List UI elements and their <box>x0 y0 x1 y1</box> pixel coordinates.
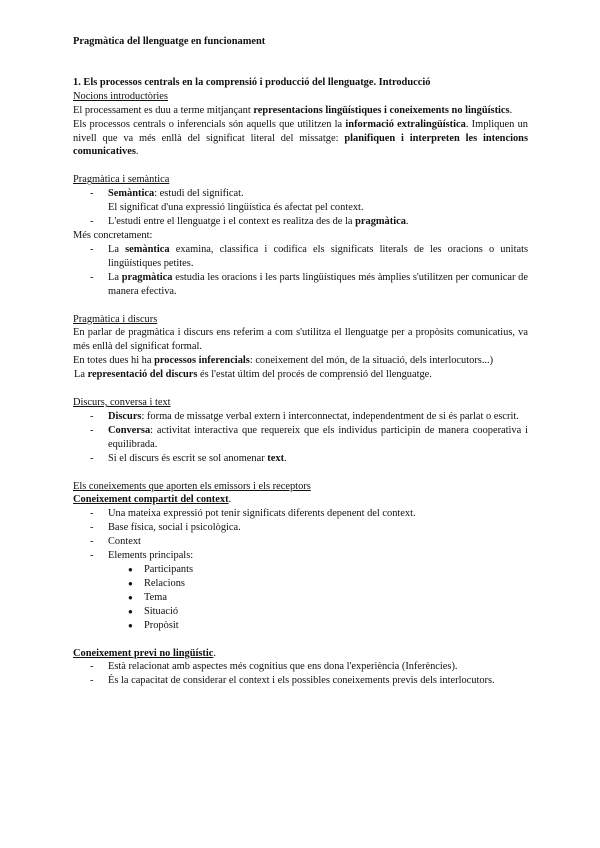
bullet-item: ● Participants <box>73 563 528 577</box>
paragraph: La representació del discurs és l'estat últim del procés de comprensió del llenguatge. <box>74 369 432 381</box>
list-item: - La semàntica examina, classifica i codifica els significats literals de les oracions o unitats lingüístiques petites. <box>73 243 528 271</box>
list-item: - Discurs: forma de missatge verbal extern i interconnectat, independentment de si és parlat o escrit. <box>73 410 528 424</box>
list-item: - Context <box>73 535 528 549</box>
section-2-heading: Pragmàtica i semàntica <box>73 174 170 186</box>
bullet-item: ● Tema <box>73 591 528 605</box>
paragraph: En totes dues hi ha processos inferencials: coneixement del món, de la situació, dels interlocutors...) <box>73 355 494 367</box>
bullet-item: ● Situació <box>73 605 528 619</box>
section-5-subheading-2: Coneixement previ no lingüístic. <box>73 647 216 659</box>
list-item: - Està relacionat amb aspectes més cognitius que ens dona l'experiència (Inferències). <box>73 660 528 674</box>
paragraph: Els processos centrals o inferencials són aquells que utilitzen la informació extralingüística. Impliquen un nivell que va més enllà del significat literal del missatge: planifiquen i interpreten les intencions comunicatives. <box>73 118 528 158</box>
list-item-continuation: El significat d'una expressió lingüística és afectat pel context. <box>108 202 364 214</box>
list-item: - La pragmàtica estudia les oracions i les parts lingüístiques més àmplies s'utilitzen per comunicar de manera efectiva. <box>73 271 528 299</box>
section-1-heading: 1. Els processos centrals en la comprensió i producció del llenguatge. Introducció <box>73 76 431 88</box>
section-5-subheading: Coneixement compartit del context. <box>73 494 232 506</box>
paragraph: El processament es duu a terme mitjançant representacions lingüístiques i coneixements no lingüístics. <box>73 104 513 116</box>
section-3-heading: Pragmàtica i discurs <box>73 313 158 325</box>
list-item: - És la capacitat de considerar el context i els possibles coneixements previs dels interlocutors. <box>73 674 528 688</box>
list-item: - L'estudi entre el llenguatge i el context es realitza des de la pragmàtica. <box>73 215 528 229</box>
section-4-heading: Discurs, conversa i text <box>73 397 171 409</box>
list-item: - Base física, social i psicològica. <box>73 521 528 535</box>
list-item: - Una mateixa expressió pot tenir significats diferents depenent del context. <box>73 507 528 521</box>
document-title: Pragmàtica del llenguatge en funcionament <box>73 36 266 47</box>
bullet-item: ● Relacions <box>73 577 528 591</box>
section-1-subheading: Nocions introductòries <box>73 90 168 102</box>
paragraph: Més concretament: <box>73 229 153 241</box>
list-item: - Conversa: activitat interactiva que requereix que els individus participin de manera cooperativa i equilibrada. <box>73 424 528 452</box>
list-item: - Si el discurs és escrit se sol anomenar text. <box>73 452 528 466</box>
list-item: - Semàntica: estudi del significat. <box>73 187 528 201</box>
bullet-item: ● Propòsit <box>73 619 528 633</box>
paragraph: En parlar de pragmàtica i discurs ens referim a com s'utilitza el llenguatge per a propòsits comunicatius, va més enllà del significat formal. <box>73 327 528 353</box>
list-item: - Elements principals: <box>73 549 528 563</box>
section-5-heading: Els coneixements que aporten els emissors i els receptors <box>73 480 311 492</box>
